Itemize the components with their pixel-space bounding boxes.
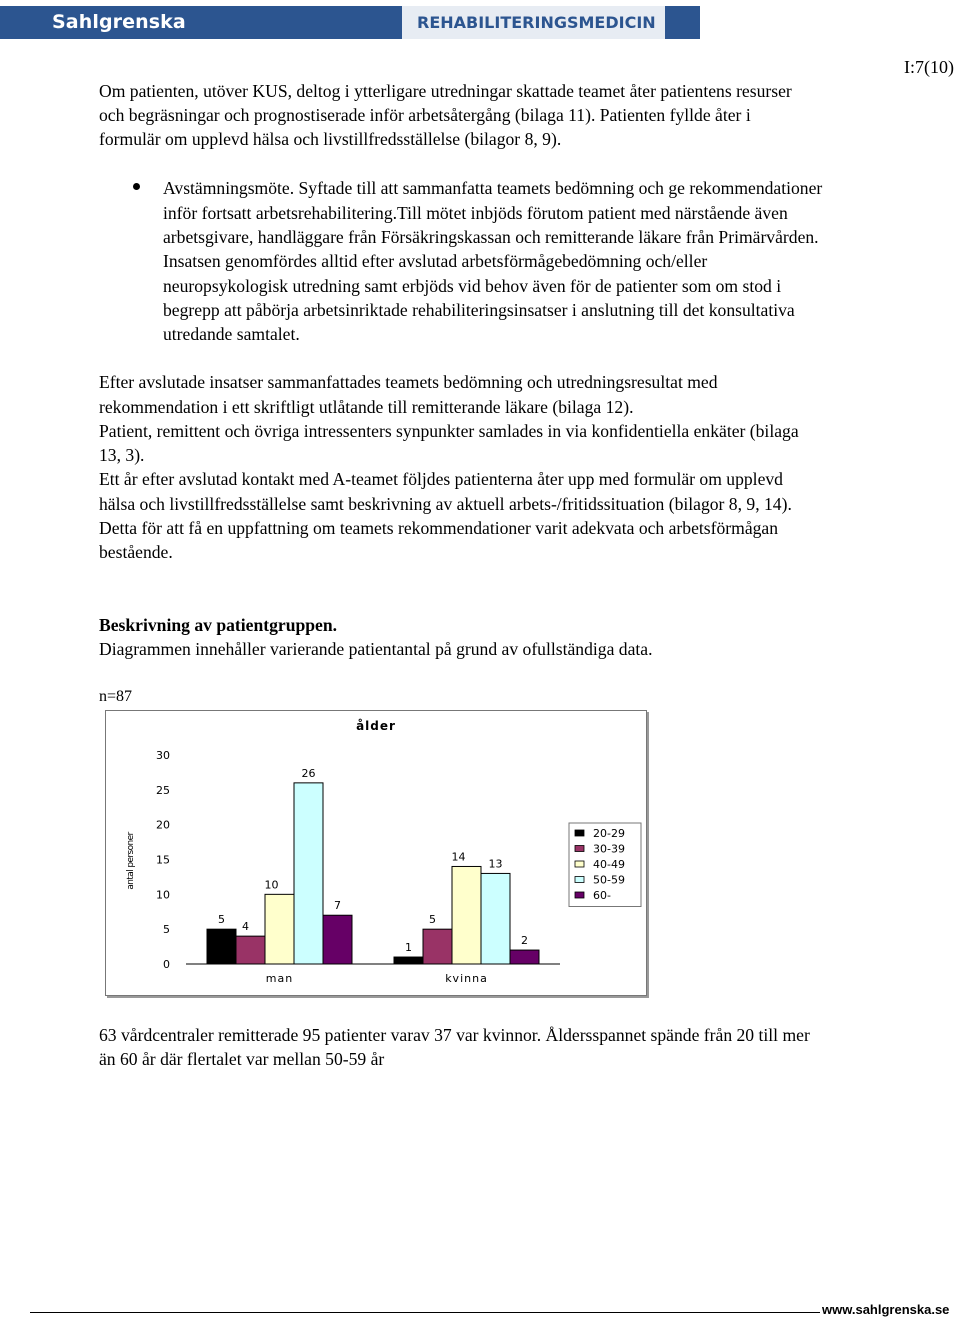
body-line: hälsa och livstillfredsställelse samt beskrivning av aktuell arbets-/fritidssituation (bilagor 8, 9, 14). [99,494,792,514]
section-heading: Beskrivning av patientgruppen. [99,615,338,635]
data-label: 5 [218,913,225,927]
bullet-line: Avstämningsmöte. Syftade till att sammanfatta teamets bedömning och ge rekommendationer [163,178,823,198]
body-line: 13, 3). [99,445,145,465]
body-line: Efter avslutade insatser sammanfattades teamets bedömning och utredningsresultat med [99,372,718,392]
legend-swatch [575,892,584,898]
section-intro: Diagrammen innehåller varierande patientantal på grund av ofullständiga data. [99,639,653,659]
bar-kvinna-40-49 [452,866,481,964]
closing-line: än 60 år där flertalet var mellan 50-59 år [99,1049,385,1069]
body-line: Patient, remittent och övriga intressenters synpunkter samlades in via konfidentiella enkäter (bilaga [99,421,799,441]
header-accent-block [665,6,700,39]
body-line: Ett år efter avslutad kontakt med A-teamet följdes patienterna åter upp med formulär om upplevd [99,469,783,489]
y-tick-label: 25 [156,783,170,797]
bar-kvinna-30-39 [423,929,452,964]
data-label: 10 [264,878,279,892]
y-tick-label: 20 [156,818,170,832]
chart-title: ålder [356,719,396,733]
y-tick-label: 10 [156,888,170,902]
bar-man-60- [323,915,352,964]
bullet-line: arbetsgivare, handläggare från Försäkringskassan och remitterande läkare från Primärvården. [163,227,819,247]
data-label: 4 [242,920,249,934]
age-chart [105,710,647,996]
data-label: 1 [405,941,412,955]
data-label: 13 [488,857,503,871]
data-label: 14 [451,850,466,864]
bullet-dot [133,183,140,190]
data-label: 2 [521,934,528,948]
body-line: formulär om upplevd hälsa och livstillfredsställelse (bilagor 8, 9). [99,129,562,149]
legend-swatch [575,846,584,852]
body-line: Detta för att få en uppfattning om teamets rekommendationer varit adekvata och arbetsförmågan [99,518,779,538]
footer-rule [30,1312,820,1313]
x-tick-label: kvinna [445,972,488,985]
legend-label: 50-59 [593,873,625,887]
legend-label: 40-49 [593,858,625,871]
y-tick-label: 15 [156,853,170,867]
y-tick-label: 5 [163,923,170,937]
bar-kvinna-20-29 [394,957,423,964]
y-tick-label: 0 [163,958,170,971]
legend-swatch [575,877,584,883]
legend-label: 20-29 [593,827,625,840]
body-line: och begräsningar och prognostiserade inför arbetsåtergång (bilaga 11). Patienten fyllde åter i [99,105,751,125]
bar-man-40-49 [265,894,294,964]
data-label: 7 [334,899,341,913]
legend-swatch [575,830,584,836]
header-org-name: Sahlgrenska Universitetssjukhuset [0,6,402,39]
bullet-line: neuropsykologisk utredning samt erbjöds vid behov även för de patienter som om stod i [163,276,782,296]
page-number: I:7(10) [904,57,954,77]
body-line: rekommendation i ett skriftligt utlåtande till remitterande läkare (bilaga 12). [99,397,634,417]
bar-kvinna-60- [510,950,539,964]
bullet-line: utredande samtalet. [163,324,300,344]
body-line: Om patienten, utöver KUS, deltog i ytterligare utredningar skattade teamet åter patientens resurser [99,81,792,101]
legend-label: 60- [593,889,611,902]
bar-kvinna-50-59 [481,873,510,964]
header-department: REHABILITERINGSMEDICIN [402,6,665,39]
sample-size-label: n=87 [99,688,133,705]
footer-url[interactable]: www.sahlgrenska.se [822,1302,950,1317]
y-axis-label: antal personer [126,832,136,890]
bar-man-20-29 [207,929,236,964]
bullet-line: begrepp att påbörja arbetsinriktade rehabiliteringsinsatser i anslutning till det konsultativa [163,300,795,320]
age-chart-svg [106,711,646,995]
x-tick-label: man [265,972,294,985]
legend-label: 30-39 [593,842,625,856]
data-label: 5 [429,913,436,927]
data-label: 26 [301,766,316,780]
bullet-line: Insatsen genomfördes alltid efter avslutad arbetsförmågebedömning och/eller [163,251,708,271]
bar-man-30-39 [236,936,265,964]
y-tick-label: 30 [156,749,170,762]
closing-line: 63 vårdcentraler remitterade 95 patienter varav 37 var kvinnor. Åldersspannet spände från 20 till mer [99,1025,810,1045]
bar-man-50-59 [294,783,323,964]
body-line: bestående. [99,542,173,562]
legend-swatch [575,861,584,867]
bullet-line: inför fortsatt arbetsrehabilitering.Till mötet inbjöds förutom patient med närstående även [163,203,788,223]
